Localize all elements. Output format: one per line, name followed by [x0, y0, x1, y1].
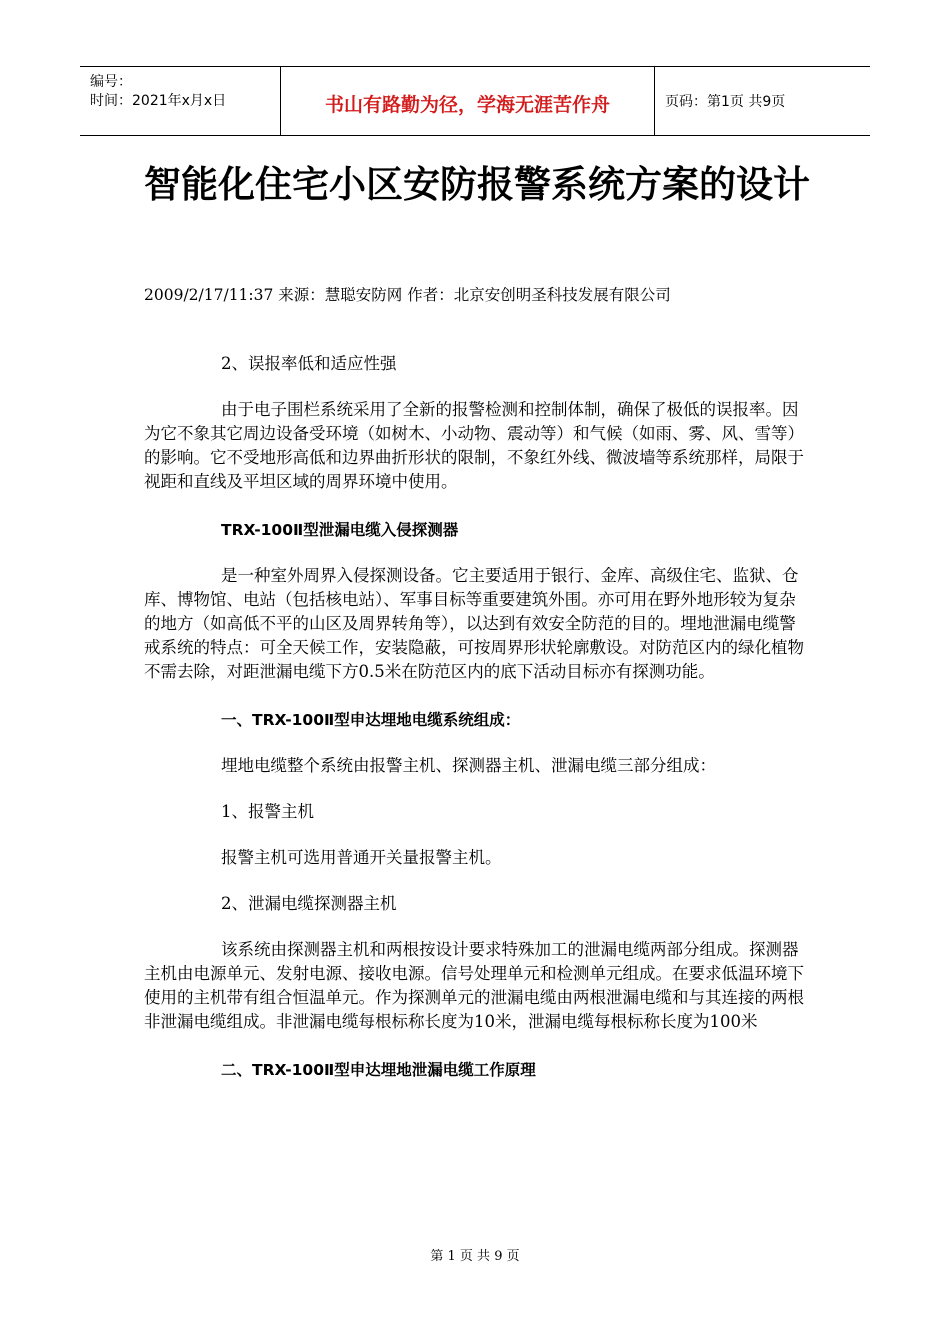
header-table	[80, 66, 870, 136]
header-page-label: 页码：第1页 共9页	[665, 94, 786, 110]
article-title: 智能化住宅小区安防报警系统方案的设计	[144, 163, 810, 206]
section-heading: TRX-100Ⅱ型泄漏电缆入侵探测器	[221, 521, 459, 539]
paragraph: 埋地电缆整个系统由报警主机、探测器主机、泄漏电缆三部分组成：	[221, 756, 716, 775]
paragraph: 该系统由探测器主机和两根按设计要求特殊加工的泄漏电缆两部分组成。探测器主机由电源单元、发射电源、接收电源。信号处理单元和检测单元组成。在要求低温环境下使用的主机带有组合恒温单元。作为探测单元的泄漏电缆由两根泄漏电缆和与其连接的两根非泄漏电缆组成。非泄漏电缆每根标称长度为10米，泄漏电缆每根标称长度为100米	[144, 940, 804, 1031]
paragraph-subheading: 2、误报率低和适应性强	[221, 354, 397, 373]
header-info-cell	[80, 67, 281, 135]
paragraph: 是一种室外周界入侵探测设备。它主要适用于银行、金库、高级住宅、监狱、仓库、博物馆、电站（包括核电站）、军事目标等重要建筑外围。亦可用在野外地形较为复杂的地方（如高低不平的山区及周界转角等），以达到有效安全防范的目的。埋地泄漏电缆警戒系统的特点：可全天候工作，安装隐蔽，可按周界形状轮廓敷设。对防范区内的绿化植物不需去除，对距泄漏电缆下方0.5米在防范区内的底下活动目标亦有探测功能。	[144, 566, 804, 681]
section-heading: 一、TRX-100Ⅱ型申达埋地电缆系统组成：	[221, 711, 521, 729]
article-meta: 2009/2/17/11:37 来源：慧聪安防网 作者：北京安创明圣科技发展有限公司	[144, 286, 671, 304]
document-time-label: 时间：2021年x月x日	[90, 93, 227, 109]
document-number-label: 编号：	[90, 74, 132, 90]
header-motto: 书山有路勤为径，学海无涯苦作舟	[281, 67, 655, 135]
paragraph: 由于电子围栏系统采用了全新的报警检测和控制体制，确保了极低的误报率。因为它不象其它周边设备受环境（如树木、小动物、震动等）和气候（如雨、雾、风、雪等）的影响。它不受地形高低和边界曲折形状的限制，不象红外线、微波墙等系统那样，局限于视距和直线及平坦区域的周界环境中使用。	[144, 400, 804, 491]
paragraph-subheading: 2、泄漏电缆探测器主机	[221, 894, 397, 913]
article-body	[144, 352, 808, 1082]
page-footer: 第 1 页 共 9 页	[430, 1249, 520, 1264]
paragraph: 报警主机可选用普通开关量报警主机。	[221, 848, 502, 867]
paragraph-subheading: 1、报警主机	[221, 802, 314, 821]
section-heading: 二、TRX-100Ⅱ型申达埋地泄漏电缆工作原理	[221, 1061, 536, 1079]
